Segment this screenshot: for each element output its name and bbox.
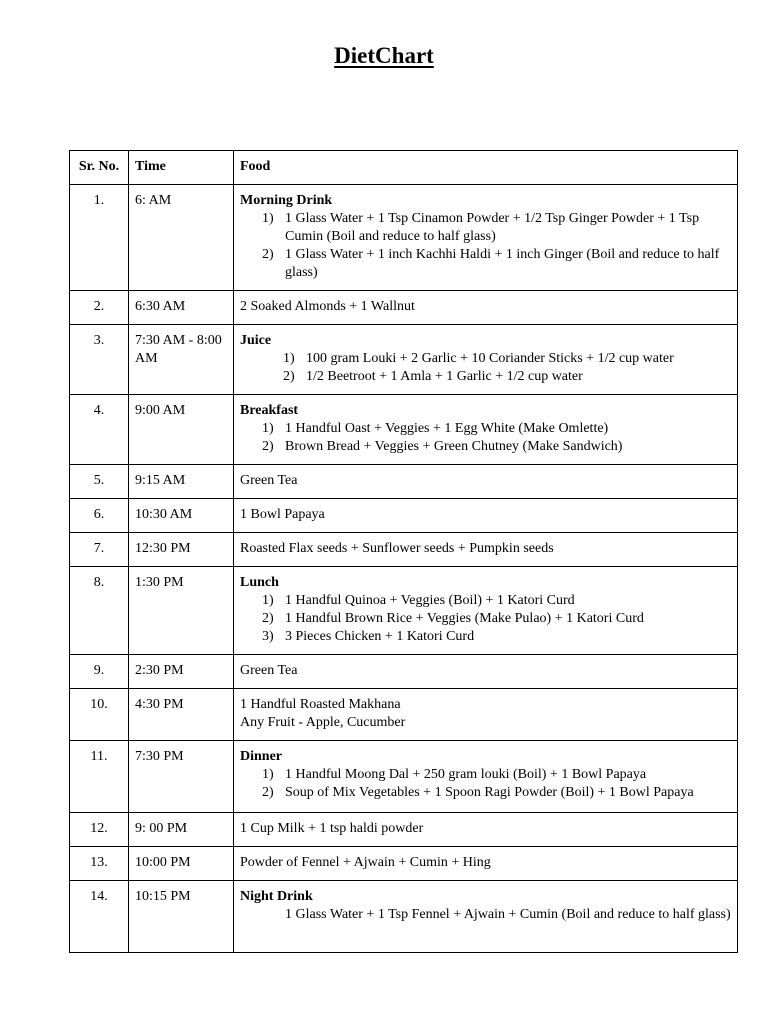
- list-item: [240, 438, 731, 456]
- list-item: [240, 368, 731, 386]
- sr-no-cell: 13.: [70, 847, 129, 881]
- time-cell: 9:00 AM: [129, 395, 234, 465]
- meal-heading: Juice: [240, 333, 272, 348]
- food-line: Green Tea: [240, 473, 298, 488]
- list-item-text: 3 Pieces Chicken + 1 Katori Curd: [285, 629, 475, 644]
- food-line: Roasted Flax seeds + Sunflower seeds + Pumpkin seeds: [240, 541, 554, 556]
- time-cell: 9:15 AM: [129, 465, 234, 499]
- column-header-sr-no: Sr. No.: [70, 151, 129, 185]
- table-row: [70, 325, 738, 395]
- list-number: 1): [262, 767, 274, 782]
- time-cell: 12:30 PM: [129, 533, 234, 567]
- list-item: [240, 246, 731, 282]
- table-row: [70, 689, 738, 741]
- food-cell: [234, 291, 738, 325]
- column-header-food: Food: [234, 151, 738, 185]
- table-header-row: [70, 151, 738, 185]
- food-cell: [234, 567, 738, 655]
- list-number: 2): [262, 439, 274, 454]
- food-list: [240, 592, 731, 646]
- table-row: [70, 655, 738, 689]
- sr-no-cell: 11.: [70, 741, 129, 813]
- table-row: [70, 567, 738, 655]
- table-row: [70, 291, 738, 325]
- list-item-text: Brown Bread + Veggies + Green Chutney (Make Sandwich): [285, 439, 623, 454]
- diet-chart-table: [69, 150, 738, 953]
- food-list: [240, 350, 731, 386]
- list-number: 1): [262, 421, 274, 436]
- list-number: 2): [262, 247, 274, 262]
- list-item: [240, 784, 731, 802]
- table-row: [70, 465, 738, 499]
- food-cell: [234, 499, 738, 533]
- sr-no-cell: 2.: [70, 291, 129, 325]
- time-cell: 1:30 PM: [129, 567, 234, 655]
- food-line: Any Fruit - Apple, Cucumber: [240, 715, 406, 730]
- time-cell: 10:30 AM: [129, 499, 234, 533]
- food-line: Powder of Fennel + Ajwain + Cumin + Hing: [240, 855, 491, 870]
- list-item-text: 1 Handful Oast + Veggies + 1 Egg White (Make Omlette): [285, 421, 609, 436]
- list-item-text: 1 Glass Water + 1 inch Kachhi Haldi + 1 inch Ginger (Boil and reduce to half glass): [285, 247, 720, 280]
- sr-no-cell: 6.: [70, 499, 129, 533]
- meal-heading: Morning Drink: [240, 193, 333, 208]
- food-cell: [234, 741, 738, 813]
- time-cell: 9: 00 PM: [129, 813, 234, 847]
- sr-no-cell: 8.: [70, 567, 129, 655]
- list-item: [240, 766, 731, 784]
- list-number: 1): [262, 211, 274, 226]
- list-item-text: 1 Handful Moong Dal + 250 gram louki (Boil) + 1 Bowl Papaya: [285, 767, 647, 782]
- list-number: 2): [262, 785, 274, 800]
- food-cell: [234, 395, 738, 465]
- food-cell: [234, 465, 738, 499]
- time-cell: 7:30 PM: [129, 741, 234, 813]
- food-line: 1 Bowl Papaya: [240, 507, 325, 522]
- sr-no-cell: 10.: [70, 689, 129, 741]
- time-cell: 7:30 AM - 8:00 AM: [129, 325, 234, 395]
- time-cell: 10:00 PM: [129, 847, 234, 881]
- food-line: Green Tea: [240, 663, 298, 678]
- sr-no-cell: 7.: [70, 533, 129, 567]
- food-cell: [234, 847, 738, 881]
- food-line: 1 Glass Water + 1 Tsp Fennel + Ajwain + Cumin (Boil and reduce to half glass): [285, 907, 731, 922]
- table-row: [70, 395, 738, 465]
- list-item-text: Soup of Mix Vegetables + 1 Spoon Ragi Powder (Boil) + 1 Bowl Papaya: [285, 785, 694, 800]
- food-line: 1 Handful Roasted Makhana: [240, 697, 401, 712]
- list-number: 1): [283, 351, 295, 366]
- list-item: [240, 350, 731, 368]
- list-item: [240, 592, 731, 610]
- food-list: [240, 766, 731, 802]
- meal-heading: Night Drink: [240, 889, 313, 904]
- food-cell: [234, 813, 738, 847]
- sr-no-cell: 5.: [70, 465, 129, 499]
- sr-no-cell: 1.: [70, 185, 129, 291]
- page-title: DietChart: [334, 43, 434, 68]
- food-cell: [234, 533, 738, 567]
- meal-heading: Lunch: [240, 575, 279, 590]
- food-cell: [234, 655, 738, 689]
- food-line: 2 Soaked Almonds + 1 Wallnut: [240, 299, 415, 314]
- table-row: [70, 185, 738, 291]
- list-item-text: 100 gram Louki + 2 Garlic + 10 Coriander Sticks + 1/2 cup water: [306, 351, 674, 366]
- list-item-text: 1/2 Beetroot + 1 Amla + 1 Garlic + 1/2 cup water: [306, 369, 583, 384]
- sr-no-cell: 14.: [70, 881, 129, 953]
- list-number: 3): [262, 629, 274, 644]
- list-item-text: 1 Glass Water + 1 Tsp Cinamon Powder + 1/2 Tsp Ginger Powder + 1 Tsp Cumin (Boil and reduce to half glass): [285, 211, 700, 244]
- food-cell: [234, 185, 738, 291]
- list-item: [240, 420, 731, 438]
- list-item: [240, 610, 731, 628]
- food-cell: [234, 325, 738, 395]
- table-row: [70, 741, 738, 813]
- sr-no-cell: 9.: [70, 655, 129, 689]
- food-cell: [234, 689, 738, 741]
- table-row: [70, 533, 738, 567]
- table-row: [70, 499, 738, 533]
- list-number: 2): [283, 369, 295, 384]
- time-cell: 4:30 PM: [129, 689, 234, 741]
- list-item: [240, 210, 731, 246]
- list-item-text: 1 Handful Brown Rice + Veggies (Make Pulao) + 1 Katori Curd: [285, 611, 644, 626]
- sr-no-cell: 12.: [70, 813, 129, 847]
- column-header-time: Time: [129, 151, 234, 185]
- table-row: [70, 881, 738, 953]
- time-cell: 6:30 AM: [129, 291, 234, 325]
- sr-no-cell: 4.: [70, 395, 129, 465]
- list-item: [240, 628, 731, 646]
- food-cell: [234, 881, 738, 953]
- list-number: 1): [262, 593, 274, 608]
- table-row: [70, 813, 738, 847]
- food-line: 1 Cup Milk + 1 tsp haldi powder: [240, 821, 424, 836]
- time-cell: 10:15 PM: [129, 881, 234, 953]
- food-list: [240, 420, 731, 456]
- meal-heading: Breakfast: [240, 403, 299, 418]
- sr-no-cell: 3.: [70, 325, 129, 395]
- list-item-text: 1 Handful Quinoa + Veggies (Boil) + 1 Katori Curd: [285, 593, 575, 608]
- meal-heading: Dinner: [240, 749, 282, 764]
- table-row: [70, 847, 738, 881]
- food-list: [240, 210, 731, 282]
- time-cell: 2:30 PM: [129, 655, 234, 689]
- time-cell: 6: AM: [129, 185, 234, 291]
- list-number: 2): [262, 611, 274, 626]
